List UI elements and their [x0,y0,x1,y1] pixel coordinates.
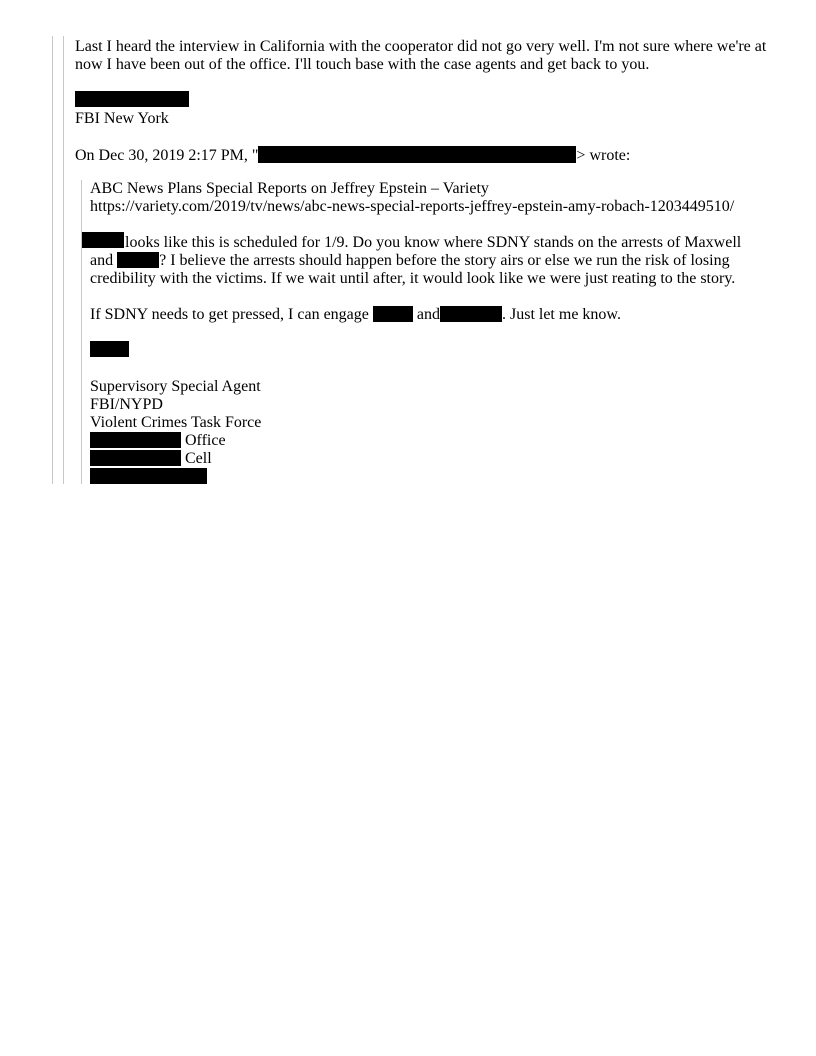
quote-rule-inner [81,180,82,484]
sig-unit: Violent Crimes Task Force [90,414,262,431]
redacted-name [440,306,502,322]
cell-label: Cell [181,450,212,467]
sig-office-line [90,432,226,450]
quoted-paragraph-1-line-2 [90,252,730,270]
sig-title: Supervisory Special Agent [90,378,261,395]
quoted-text: and [412,306,440,323]
sig-cell-line [90,450,212,468]
quote-rule-outer [52,36,53,484]
reply-line-2: now I have been out of the office. I'll touch base with the case agents and get back to you. [75,56,650,73]
redacted-email-address [258,146,576,163]
quoted-paragraph-1-line-3: credibility with the victims. If we wait until after, it would look like we were just reating to the story. [90,270,736,287]
redacted-name [117,252,159,268]
redacted-name [82,232,124,248]
quoted-paragraph-1-line-1: looks like this is scheduled for 1/9. Do you know where SDNY stands on the arrests of Maxwell [125,234,742,251]
redacted-sender-initials [90,341,129,357]
quote-rule-middle [63,36,64,484]
article-url: https://variety.com/2019/tv/news/abc-news-special-reports-jeffrey-epstein-amy-robach-1203449510/ [90,198,735,215]
redacted-email [90,468,207,484]
sig-org: FBI/NYPD [90,396,163,413]
office-label: Office [181,432,226,449]
redacted-phone [90,432,181,448]
redacted-phone [90,450,181,466]
article-title: ABC News Plans Special Reports on Jeffrey Epstein – Variety [90,180,489,197]
redacted-name [373,306,413,322]
signature-org: FBI New York [75,110,169,127]
quote-header-suffix: > wrote: [576,147,631,164]
quote-header-prefix: On Dec 30, 2019 2:17 PM, " [75,147,259,164]
quoted-paragraph-2 [90,306,621,324]
reply-line-1: Last I heard the interview in California with the cooperator did not go very well. I'm not sure where we're at [75,38,767,55]
quoted-text: . Just let me know. [501,306,621,323]
quote-header [75,146,630,165]
quoted-text: and [90,252,118,269]
quoted-text: If SDNY needs to get pressed, I can engage [90,306,373,323]
quoted-text: ? I believe the arrests should happen before the story airs or else we run the risk of losing [159,252,730,269]
redacted-sender-name [75,91,189,107]
